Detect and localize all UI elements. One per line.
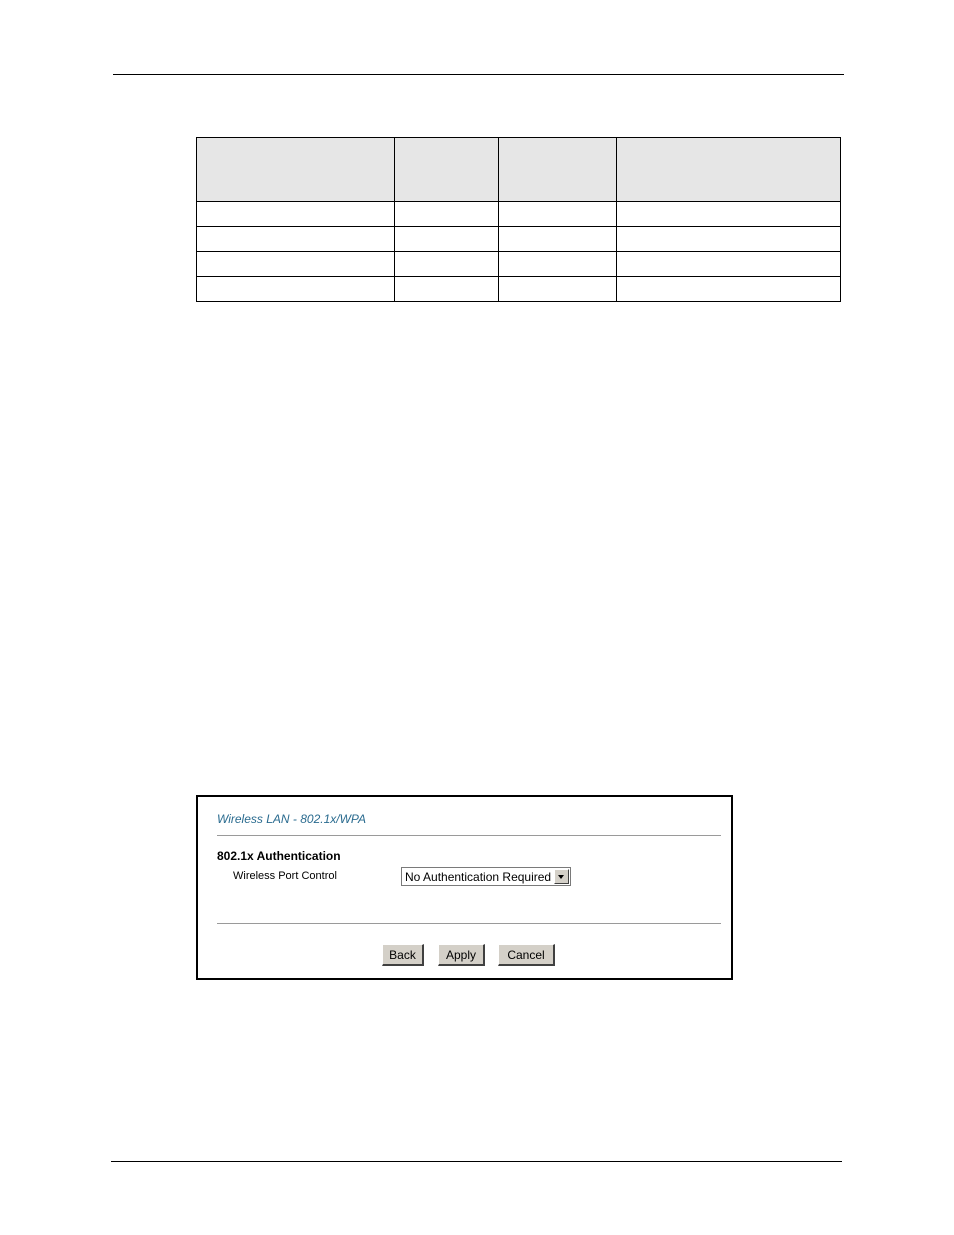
table-cell [617, 227, 841, 252]
panel-divider-bottom [217, 923, 721, 925]
cancel-button[interactable]: Cancel [498, 944, 555, 966]
table-cell [617, 202, 841, 227]
port-control-select[interactable] [401, 867, 571, 886]
table-header-row [197, 138, 841, 202]
table-row [197, 202, 841, 227]
table-row [197, 252, 841, 277]
port-control-label: Wireless Port Control [233, 870, 337, 882]
table-header-cell [499, 138, 617, 202]
table-cell [617, 277, 841, 302]
header-rule [113, 74, 844, 75]
table-cell [395, 202, 499, 227]
table-header-cell [617, 138, 841, 202]
port-control-value: No Authentication Required [405, 870, 552, 884]
table-cell [197, 277, 395, 302]
section-heading: 802.1x Authentication [217, 849, 341, 863]
table-header-cell [395, 138, 499, 202]
table-cell [197, 202, 395, 227]
table-cell [617, 252, 841, 277]
table-cell [197, 227, 395, 252]
table-cell [395, 277, 499, 302]
table-header-cell [197, 138, 395, 202]
table-row [197, 227, 841, 252]
table-cell [395, 227, 499, 252]
panel-title: Wireless LAN - 802.1x/WPA [217, 812, 367, 826]
wireless-8021x-panel [196, 795, 733, 980]
table-cell [197, 252, 395, 277]
apply-button[interactable]: Apply [438, 944, 485, 966]
table-cell [499, 202, 617, 227]
panel-divider-top [217, 835, 721, 837]
table-row [197, 277, 841, 302]
table-cell [395, 252, 499, 277]
chevron-down-icon[interactable] [554, 869, 569, 884]
back-button[interactable]: Back [382, 944, 424, 966]
table-cell [499, 252, 617, 277]
footer-rule [111, 1161, 842, 1162]
table-cell [499, 227, 617, 252]
table-cell [499, 277, 617, 302]
document-table [196, 137, 841, 302]
